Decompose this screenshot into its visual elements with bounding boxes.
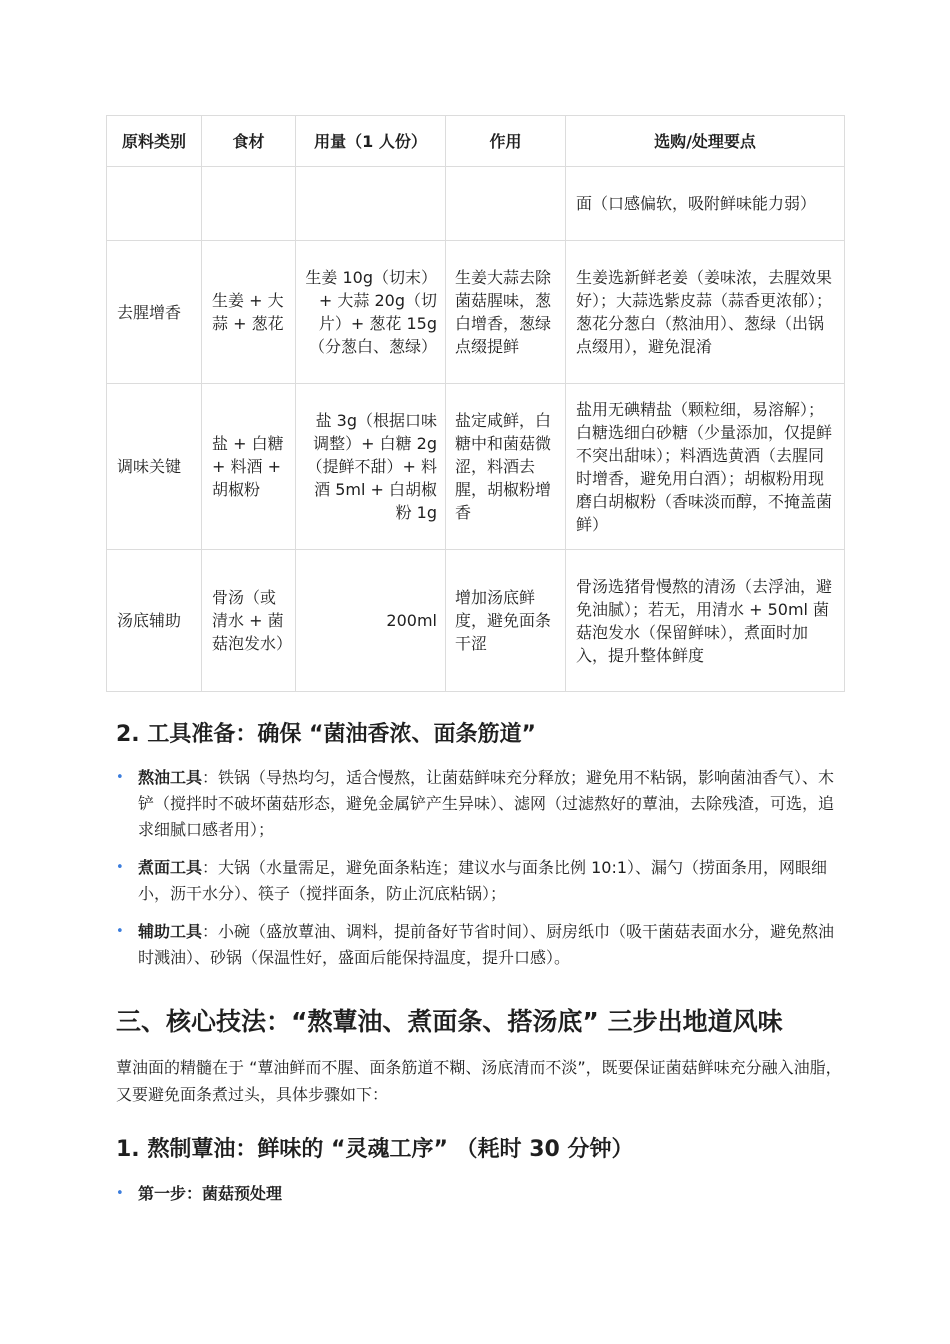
table-row [107, 550, 845, 692]
list-item-text: ：铁锅（导热均匀，适合慢熬，让菌菇鲜味充分释放；避免用不粘锅，影响菌油香气）、木铲（搅拌时不破坏菌菇形态，避免金属铲产生异味）、滤网（过滤熬好的蕈油，去除残渣，可选，追求细腻口感者用）； [138, 768, 835, 839]
table-cell-tips: 生姜选新鲜老姜（姜味浓，去腥效果好）；大蒜选紫皮蒜（蒜香更浓郁）；葱花分葱白（熬油用）、葱绿（出锅点缀用），避免混淆 [566, 241, 845, 384]
list-item-text: ：大锅（水量需足，避免面条粘连；建议水与面条比例 10:1）、漏勺（捞面条用，网眼细小，沥干水分）、筷子（搅拌面条，防止沉底粘锅）； [138, 858, 828, 903]
list-item [116, 765, 846, 843]
list-item-label: 第一步：菌菇预处理 [138, 1184, 283, 1203]
table-cell-effect: 生姜大蒜去除菌菇腥味，葱白增香，葱绿点缀提鲜 [446, 241, 566, 384]
table-cell [446, 167, 566, 241]
table-row [107, 384, 845, 550]
table-cell [107, 167, 202, 241]
list-item-label: 辅助工具 [138, 922, 203, 941]
bullet-icon: • [116, 1186, 124, 1201]
step-heading: 1. 熬制蕈油：鲜味的 “灵魂工序” （耗时 30 分钟） [116, 1137, 634, 1162]
list-item [116, 855, 846, 907]
table-cell-effect: 盐定咸鲜，白糖中和菌菇微涩，料酒去腥，胡椒粉增香 [446, 384, 566, 550]
core-technique-heading: 三、核心技法：“熬蕈油、煮面条、搭汤底” 三步出地道风味 [116, 1007, 783, 1036]
table-cell [202, 167, 296, 241]
header-effect: 作用 [446, 116, 566, 167]
table-row [107, 167, 845, 241]
table-cell-amount: 200ml [296, 550, 446, 692]
table-cell [296, 167, 446, 241]
list-item-text: ：小碗（盛放蕈油、调料，提前备好节省时间）、厨房纸巾（吸干菌菇表面水分，避免熬油时溅油）、砂锅（保温性好，盛面后能保持温度，提升口感）。 [138, 922, 835, 967]
table-row [107, 241, 845, 384]
table-cell-ingredient: 盐 + 白糖 + 料酒 + 胡椒粉 [202, 384, 296, 550]
list-item [116, 1181, 846, 1207]
bullet-icon: • [116, 924, 124, 939]
list-item [116, 919, 846, 971]
list-item-label: 煮面工具 [138, 858, 203, 877]
table-cell-category: 汤底辅助 [107, 550, 202, 692]
table-cell-effect: 增加汤底鲜度，避免面条干涩 [446, 550, 566, 692]
table-cell-tips: 盐用无碘精盐（颗粒细，易溶解）；白糖选细白砂糖（少量添加，仅提鲜不突出甜味）；料酒选黄酒（去腥同时增香，避免用白酒）；胡椒粉用现磨白胡椒粉（香味淡而醇，不掩盖菌鲜） [566, 384, 845, 550]
table-cell-category: 去腥增香 [107, 241, 202, 384]
table-cell-tips: 面（口感偏软，吸附鲜味能力弱） [566, 167, 845, 241]
header-category: 原料类别 [107, 116, 202, 167]
bullet-icon: • [116, 770, 124, 785]
table-cell-amount: 生姜 10g（切末）+ 大蒜 20g（切片）+ 葱花 15g（分葱白、葱绿） [296, 241, 446, 384]
table-cell-ingredient: 骨汤（或清水 + 菌菇泡发水） [202, 550, 296, 692]
header-tips: 选购/处理要点 [566, 116, 845, 167]
step-list [116, 1181, 846, 1219]
tools-list [116, 765, 846, 983]
tools-heading: 2. 工具准备：确保 “菌油香浓、面条筋道” [116, 722, 536, 747]
table-cell-amount: 盐 3g（根据口味调整）+ 白糖 2g（提鲜不甜）+ 料酒 5ml + 白胡椒粉 1g [296, 384, 446, 550]
table-header-row [107, 116, 845, 167]
table-cell-tips: 骨汤选猪骨慢熬的清汤（去浮油，避免油腻）；若无，用清水 + 50ml 菌菇泡发水（保留鲜味），煮面时加入，提升整体鲜度 [566, 550, 845, 692]
table-cell-category: 调味关键 [107, 384, 202, 550]
header-amount: 用量（1 人份） [296, 116, 446, 167]
bullet-icon: • [116, 860, 124, 875]
core-technique-intro: 蕈油面的精髓在于 “蕈油鲜而不腥、面条筋道不糊、汤底清而不淡”，既要保证菌菇鲜味充分融入油脂，又要避免面条煮过头，具体步骤如下： [116, 1058, 842, 1104]
header-ingredient: 食材 [202, 116, 296, 167]
list-item-label: 熬油工具 [138, 768, 203, 787]
table-cell-ingredient: 生姜 + 大蒜 + 葱花 [202, 241, 296, 384]
ingredients-table [106, 115, 845, 692]
